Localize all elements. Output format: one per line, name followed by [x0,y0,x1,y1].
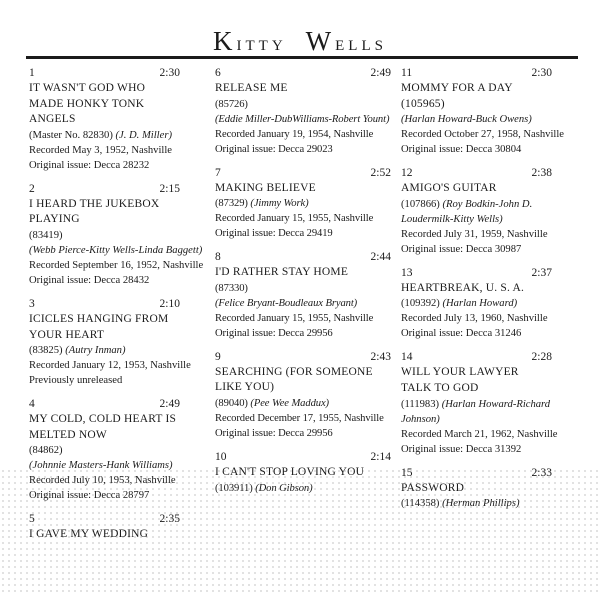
track-title: WILL YOUR LAWYER TALK TO GOD [401,366,519,394]
track-detail-line [401,412,552,427]
track-duration: 2:52 [370,166,391,179]
track-detail-line [401,311,552,326]
track-duration: 2:38 [531,167,552,180]
track-detail-line [29,143,180,158]
track-detail-text: Recorded October 27, 1958, Nashville [401,129,564,141]
track-detail-line [29,358,191,373]
track-header [29,297,180,312]
track-number: 3 [29,297,35,310]
track-detail-text: Original issue: Decca 28432 [29,274,150,286]
track-duration: 2:49 [159,398,180,411]
track-header [215,450,391,465]
track-detail-line [29,258,204,273]
track-title: I CAN'T STOP LOVING YOU [215,465,365,478]
track-detail-line [29,273,180,288]
track-detail-line [215,311,391,326]
track-credit-italic: (Roy Bodkin-John D. [442,198,533,210]
track-detail-text: Recorded March 21, 1962, Nashville [401,428,558,440]
track-detail-text: Recorded January 19, 1954, Nashville [215,128,374,140]
track-detail-text: Original issue: Decca 30804 [401,144,522,156]
track-header [401,350,552,365]
track-entry [401,166,552,257]
track-entry [215,350,391,441]
track-entry [401,66,564,157]
track-duration: 2:15 [159,182,180,195]
track-detail-text: Recorded September 16, 1952, Nashville [29,259,204,271]
track-detail-line [215,281,391,296]
track-number: 2 [29,182,35,195]
track-detail-text: Original issue: Decca 29956 [215,327,333,339]
track-detail-text: (87330) [215,282,248,294]
track-number: 10 [215,450,227,463]
title-rest-2: ells [335,30,387,55]
track-column-2 [215,66,391,505]
track-credit-italic: (Jimmy Work) [250,198,309,210]
track-detail-text: Original issue: Decca 29419 [215,228,333,240]
track-detail-text: Recorded May 3, 1952, Nashville [29,144,172,156]
track-credit-italic: (Johnnie Masters-Hank Williams) [29,460,173,472]
track-detail-text: Original issue: Decca 29023 [215,143,333,155]
track-number: 12 [401,167,413,180]
track-column-3 [401,66,564,520]
title-initial-w: W [305,26,336,56]
track-entry [215,250,391,341]
track-entry [29,182,204,288]
track-header [215,66,391,81]
track-detail-line [215,211,391,226]
track-credit-italic: (Webb Pierce-Kitty Wells-Linda Baggett) [29,244,203,256]
track-title: MAKING BELIEVE [215,181,316,194]
track-title: PASSWORD [401,481,465,494]
track-detail-line [215,396,391,411]
track-number: 11 [401,67,413,79]
track-credit-italic: Loudermilk-Kitty Wells) [401,213,503,225]
track-detail-text: Original issue: Decca 31246 [401,328,522,340]
track-detail-line [401,212,552,227]
track-duration: 2:14 [370,450,391,463]
track-header [29,512,180,527]
track-detail-line [401,427,558,442]
track-detail-line [215,481,391,496]
track-detail-line [401,442,552,457]
track-detail-text: Recorded January 12, 1953, Nashville [29,360,191,372]
track-duration: 2:33 [531,466,552,479]
track-credit-italic: (Pee Wee Maddux) [250,397,329,409]
track-detail-line [401,296,552,311]
track-header [401,266,552,281]
track-detail-text: Original issue: Decca 28797 [29,490,150,502]
track-detail-line [29,243,203,258]
track-detail-text: (103911) [215,482,256,494]
track-title: ICICLES HANGING FROM YOUR HEART [29,312,169,341]
track-detail-line [401,326,552,341]
track-header [215,350,391,365]
track-detail-text: Previously unreleased [29,375,123,387]
track-credit-italic: (J. D. Miller) [115,129,172,141]
title-initial-k: K [213,26,237,56]
track-entry [401,266,552,342]
track-detail-line [401,397,552,412]
track-detail-line [29,443,180,458]
track-detail-text: Recorded January 15, 1955, Nashville [215,312,374,324]
track-title: MOMMY FOR A DAY (105965) [401,82,513,110]
track-column-1 [29,66,204,552]
track-number: 1 [29,67,35,79]
track-detail-text: Original issue: Decca 29956 [215,427,333,439]
track-entry [29,397,180,503]
track-title: HEARTBREAK, U. S. A. [401,281,525,294]
track-title: RELEASE ME [215,82,288,94]
track-detail-line [29,473,180,488]
track-entry [401,466,552,512]
track-header [401,66,552,81]
track-credit-italic: (Felice Bryant-Boudleaux Bryant) [215,297,358,309]
track-detail-text: (114358) [401,498,443,510]
track-detail-line [29,488,180,503]
track-title: I HEARD THE JUKEBOX PLAYING [29,197,160,226]
track-title: IT WASN'T GOD WHO MADE HONKY TONK ANGELS [29,82,146,126]
track-detail-line [215,326,391,341]
track-title: SEARCHING (FOR SOMEONE LIKE YOU) [215,365,373,394]
track-detail-line [215,127,391,142]
track-detail-line [401,227,552,242]
track-detail-line [401,496,552,511]
page-title [0,26,600,57]
track-header [29,397,180,412]
track-detail-text: Recorded July 13, 1960, Nashville [401,313,548,325]
track-title: I GAVE MY WEDDING [29,528,149,541]
track-credit-italic: Johnson) [401,413,440,425]
track-credit-italic: (Harlan Howard) [442,298,518,310]
track-duration: 2:10 [159,297,180,310]
track-detail-text: Original issue: Decca 31392 [401,443,522,455]
track-detail-line [401,112,552,127]
track-detail-line [29,343,180,358]
title-rule [26,56,578,59]
track-detail-text: Original issue: Decca 30987 [401,243,522,255]
track-credit-italic: (Harlan Howard-Richard [441,398,551,410]
track-entry [215,66,391,157]
track-detail-text: (111983) [401,398,442,410]
track-header [29,182,180,197]
track-detail-line [215,196,391,211]
track-number: 5 [29,513,35,526]
track-duration: 2:37 [531,266,552,279]
track-number: 6 [215,67,221,79]
track-number: 9 [215,350,221,363]
track-header [401,166,552,181]
track-entry [29,66,180,173]
track-title: AMIGO'S GUITAR [401,182,497,195]
track-credit-italic: (Don Gibson) [255,482,313,494]
track-number: 4 [29,398,35,411]
track-detail-text: Recorded July 31, 1959, Nashville [401,228,548,240]
track-header [29,66,180,81]
track-detail-line [215,411,391,426]
track-number: 13 [401,266,413,279]
track-number: 7 [215,166,221,179]
track-entry [215,450,391,496]
track-header [215,250,391,265]
track-duration: 2:43 [370,350,391,363]
track-detail-text: (84862) [29,445,63,457]
track-header [401,466,552,481]
track-detail-line [215,97,391,112]
track-entry [401,350,558,456]
track-duration: 2:30 [531,67,552,79]
track-detail-line [401,197,552,212]
track-entry [29,512,180,543]
track-entry [29,297,191,388]
track-title: I'D RATHER STAY HOME [215,266,349,279]
track-duration: 2:35 [159,513,180,526]
track-entry [215,166,391,242]
track-credit-italic: (Autry Inman) [65,345,126,357]
track-detail-line [215,112,391,127]
title-rest-1: itty [236,30,287,55]
track-number: 15 [401,466,413,479]
track-detail-line [401,127,564,142]
track-detail-text: (107866) [401,198,443,210]
track-detail-text: Recorded January 15, 1955, Nashville [215,213,374,225]
track-duration: 2:28 [531,351,552,364]
track-detail-line [29,128,180,143]
track-detail-text: (89040) [215,397,251,409]
track-credit-italic: (Harlan Howard-Buck Owens) [401,114,532,126]
track-detail-text: Recorded July 10, 1953, Nashville [29,475,176,487]
track-header [215,166,391,181]
track-detail-line [215,296,391,311]
track-detail-text: (83419) [29,229,63,241]
track-number: 8 [215,251,221,264]
track-detail-text: (Master No. 82830) [29,129,116,141]
track-title: MY COLD, COLD HEART IS MELTED NOW [29,413,177,441]
track-detail-line [401,142,552,157]
track-credit-italic: (Eddie Miller-DubWilliams-Robert Yount) [215,113,390,125]
track-duration: 2:49 [370,67,391,79]
track-detail-line [29,373,180,388]
track-detail-text: (109392) [401,298,443,310]
track-detail-line [215,142,391,157]
track-detail-text: (87329) [215,198,251,210]
track-detail-line [215,426,391,441]
track-detail-text: Original issue: Decca 28232 [29,159,150,171]
track-duration: 2:30 [159,67,180,79]
track-detail-line [29,228,180,243]
track-detail-text: Recorded December 17, 1955, Nashville [215,412,384,424]
track-detail-line [401,242,552,257]
track-detail-text: (85726) [215,98,248,110]
track-credit-italic: (Herman Phillips) [442,498,520,510]
track-detail-text: (83825) [29,345,66,357]
track-number: 14 [401,351,413,364]
track-detail-line [29,458,180,473]
track-detail-line [29,158,180,173]
track-duration: 2:44 [370,251,391,264]
track-detail-line [215,226,391,241]
